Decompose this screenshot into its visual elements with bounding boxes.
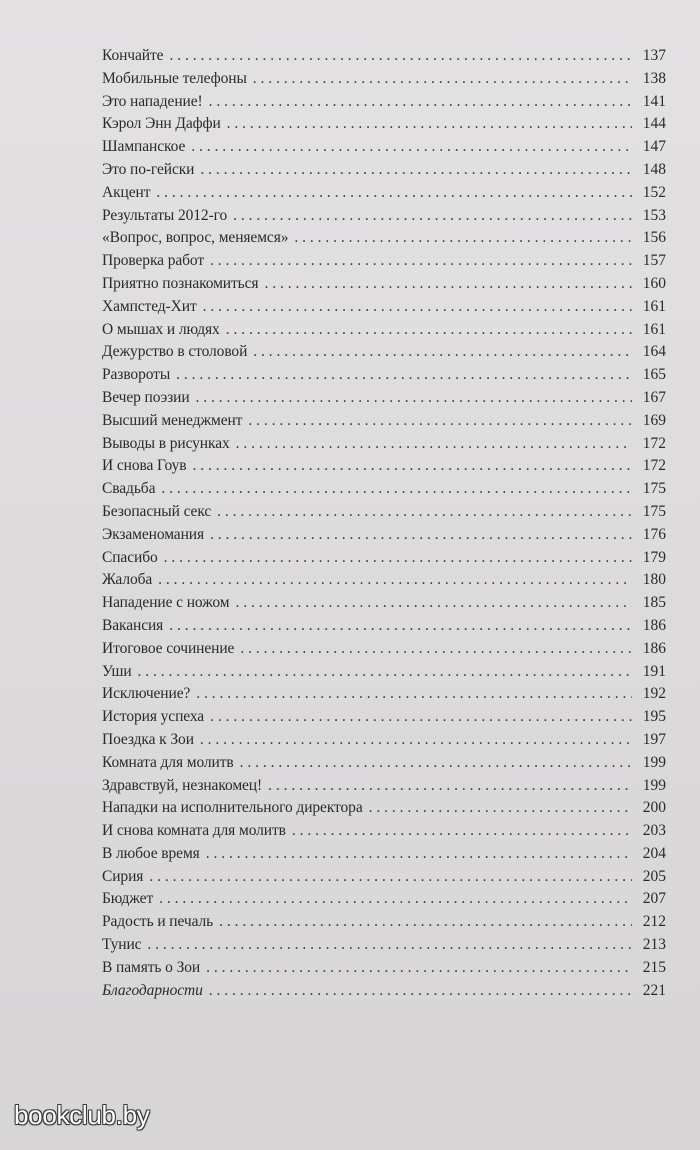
toc-entry-title: Жалоба xyxy=(102,571,153,589)
toc-entry xyxy=(102,661,666,684)
toc-entry-title: И снова комната для молитв xyxy=(102,822,286,840)
toc-entry xyxy=(102,113,666,136)
toc-entry xyxy=(102,547,666,570)
toc-entry-page-number: 207 xyxy=(642,890,666,908)
table-of-contents xyxy=(102,45,666,1002)
toc-entry xyxy=(102,433,666,456)
toc-entry xyxy=(102,159,666,182)
toc-entry-page-number: 197 xyxy=(642,730,666,748)
toc-entry-title: Шампанское xyxy=(102,138,186,156)
toc-entry-page-number: 199 xyxy=(642,776,666,794)
toc-entry-title: Проверка работ xyxy=(102,252,205,270)
toc-entry xyxy=(102,706,666,729)
toc-entry-page-number: 185 xyxy=(642,594,666,612)
toc-entry-title: Развороты xyxy=(102,366,171,384)
toc-entry-page-number: 153 xyxy=(642,206,666,224)
toc-entry-page-number: 167 xyxy=(642,388,666,406)
toc-entry xyxy=(102,638,666,661)
toc-entry xyxy=(102,45,666,68)
dot-leader xyxy=(248,410,632,433)
toc-entry-title: Нападки на исполнительного директора xyxy=(102,799,363,817)
toc-entry-title: Спасибо xyxy=(102,548,158,566)
toc-entry-title: Акцент xyxy=(102,183,151,201)
dot-leader xyxy=(369,797,632,820)
toc-entry-title: Кэрол Энн Даффи xyxy=(102,115,221,133)
dot-leader xyxy=(253,68,632,91)
dot-leader xyxy=(210,706,632,729)
toc-entry-page-number: 147 xyxy=(642,138,666,156)
toc-entry-page-number: 138 xyxy=(642,69,666,87)
dot-leader xyxy=(210,524,632,547)
toc-entry xyxy=(102,136,666,159)
toc-entry xyxy=(102,980,666,1003)
toc-entry-title: Уши xyxy=(102,662,132,680)
toc-entry-page-number: 156 xyxy=(642,229,666,247)
toc-entry xyxy=(102,182,666,205)
dot-leader xyxy=(158,569,632,592)
dot-leader xyxy=(219,911,632,934)
dot-leader xyxy=(193,455,633,478)
toc-entry xyxy=(102,91,666,114)
dot-leader xyxy=(206,957,632,980)
toc-entry-page-number: 180 xyxy=(642,571,666,589)
toc-entry-page-number: 172 xyxy=(642,457,666,475)
toc-entry-title: Тунис xyxy=(102,936,142,954)
toc-entry-title: Это по-гейски xyxy=(102,160,195,178)
toc-entry-page-number: 152 xyxy=(642,183,666,201)
toc-entry xyxy=(102,752,666,775)
toc-entry-title: Поездка к Зои xyxy=(102,730,194,748)
toc-entry-page-number: 192 xyxy=(642,685,666,703)
toc-entry-title: Нападение с ножом xyxy=(102,594,230,612)
toc-entry-page-number: 221 xyxy=(642,981,666,999)
toc-entry xyxy=(102,820,666,843)
toc-entry xyxy=(102,68,666,91)
toc-entry-title: Исключение? xyxy=(102,685,191,703)
toc-entry-page-number: 200 xyxy=(642,799,666,817)
toc-entry-page-number: 169 xyxy=(642,411,666,429)
dot-leader xyxy=(217,501,632,524)
toc-entry xyxy=(102,683,666,706)
toc-entry-title: Здравствуй, незнакомец! xyxy=(102,776,263,794)
toc-entry xyxy=(102,843,666,866)
toc-entry-page-number: 164 xyxy=(642,343,666,361)
dot-leader xyxy=(159,888,632,911)
toc-entry-title: Экзаменомания xyxy=(102,525,205,543)
toc-entry xyxy=(102,410,666,433)
dot-leader xyxy=(209,91,632,114)
dot-leader xyxy=(169,615,632,638)
toc-entry-title: Дежурство в столовой xyxy=(102,343,248,361)
toc-entry xyxy=(102,501,666,524)
toc-entry xyxy=(102,478,666,501)
toc-entry-page-number: 161 xyxy=(642,297,666,315)
dot-leader xyxy=(253,341,632,364)
toc-entry-title: История успеха xyxy=(102,708,205,726)
toc-entry-page-number: 212 xyxy=(642,913,666,931)
toc-entry-title: Бюджет xyxy=(102,890,154,908)
toc-entry-title: Хампстед-Хит xyxy=(102,297,197,315)
dot-leader xyxy=(164,547,632,570)
dot-leader xyxy=(161,478,632,501)
toc-entry xyxy=(102,273,666,296)
toc-entry xyxy=(102,296,666,319)
toc-entry xyxy=(102,341,666,364)
toc-entry-page-number: 205 xyxy=(642,867,666,885)
toc-entry-page-number: 172 xyxy=(642,434,666,452)
toc-entry xyxy=(102,911,666,934)
dot-leader xyxy=(147,934,632,957)
toc-entry xyxy=(102,455,666,478)
toc-entry xyxy=(102,319,666,342)
toc-entry xyxy=(102,797,666,820)
toc-entry-title: Свадьба xyxy=(102,480,156,498)
toc-entry-page-number: 160 xyxy=(642,274,666,292)
toc-entry-title: В любое время xyxy=(102,844,200,862)
dot-leader xyxy=(233,205,632,228)
toc-entry xyxy=(102,387,666,410)
toc-entry-page-number: 176 xyxy=(642,525,666,543)
toc-entry-page-number: 137 xyxy=(642,47,666,64)
dot-leader xyxy=(226,319,632,342)
toc-entry xyxy=(102,569,666,592)
dot-leader xyxy=(169,45,632,68)
toc-entry xyxy=(102,866,666,889)
dot-leader xyxy=(240,752,632,775)
dot-leader xyxy=(200,729,632,752)
toc-entry-page-number: 175 xyxy=(642,502,666,520)
dot-leader xyxy=(210,250,632,273)
dot-leader xyxy=(264,273,632,296)
dot-leader xyxy=(196,387,632,410)
toc-entry-title: Безопасный секс xyxy=(102,502,212,520)
toc-entry-page-number: 199 xyxy=(642,753,666,771)
toc-entry xyxy=(102,888,666,911)
toc-entry-title: Выводы в рисунках xyxy=(102,434,230,452)
toc-entry-page-number: 175 xyxy=(642,480,666,498)
toc-entry-page-number: 165 xyxy=(642,366,666,384)
toc-entry xyxy=(102,524,666,547)
toc-entry-title: Это нападение! xyxy=(102,92,203,110)
toc-entry xyxy=(102,615,666,638)
toc-entry-page-number: 144 xyxy=(642,115,666,133)
dot-leader xyxy=(227,113,632,136)
dot-leader xyxy=(138,661,632,684)
toc-entry-title: Результаты 2012-го xyxy=(102,206,228,224)
dot-leader xyxy=(206,843,632,866)
toc-entry-title: Вечер поэзии xyxy=(102,388,190,406)
toc-entry-page-number: 213 xyxy=(642,936,666,954)
toc-entry-title: В память о Зои xyxy=(102,958,201,976)
dot-leader xyxy=(203,296,632,319)
toc-entry-page-number: 186 xyxy=(642,639,666,657)
toc-entry xyxy=(102,205,666,228)
dot-leader xyxy=(156,182,632,205)
dot-leader xyxy=(235,592,632,615)
dot-leader xyxy=(209,980,632,1003)
dot-leader xyxy=(268,775,632,798)
dot-leader xyxy=(292,820,632,843)
toc-entry-page-number: 186 xyxy=(642,616,666,634)
dot-leader xyxy=(236,433,632,456)
toc-entry xyxy=(102,957,666,980)
toc-entry-title: И снова Гоув xyxy=(102,457,187,475)
toc-entry xyxy=(102,592,666,615)
toc-entry-page-number: 179 xyxy=(642,548,666,566)
toc-entry-title: О мышах и людях xyxy=(102,320,220,338)
toc-entry-title: Вакансия xyxy=(102,616,164,634)
toc-entry xyxy=(102,729,666,752)
toc-entry-title: Высший менеджмент xyxy=(102,411,243,429)
toc-entry xyxy=(102,250,666,273)
dot-leader xyxy=(149,866,632,889)
toc-entry-page-number: 141 xyxy=(642,92,666,110)
toc-entry-page-number: 204 xyxy=(642,844,666,862)
site-watermark: bookclub.by xyxy=(14,1100,150,1130)
toc-entry-title: «Вопрос, вопрос, меняемся» xyxy=(102,229,289,247)
toc-entry-title: Комната для молитв xyxy=(102,753,234,771)
dot-leader xyxy=(240,638,632,661)
toc-entry-page-number: 148 xyxy=(642,160,666,178)
dot-leader xyxy=(191,136,632,159)
toc-entry-title: Кончайте xyxy=(102,47,164,64)
dot-leader xyxy=(196,683,632,706)
toc-entry-page-number: 215 xyxy=(642,958,666,976)
toc-entry-title: Сирия xyxy=(102,867,144,885)
toc-entry xyxy=(102,227,666,250)
toc-entry-title: Благодарности xyxy=(102,981,203,999)
toc-entry-page-number: 157 xyxy=(642,252,666,270)
toc-entry-page-number: 191 xyxy=(642,662,666,680)
dot-leader xyxy=(200,159,632,182)
toc-entry xyxy=(102,775,666,798)
toc-entry-page-number: 203 xyxy=(642,822,666,840)
toc-entry-page-number: 195 xyxy=(642,708,666,726)
toc-entry-title: Мобильные телефоны xyxy=(102,69,247,87)
toc-entry-title: Приятно познакомиться xyxy=(102,274,259,292)
toc-entry xyxy=(102,934,666,957)
toc-entry-title: Радость и печаль xyxy=(102,913,214,931)
toc-entry xyxy=(102,364,666,387)
dot-leader xyxy=(176,364,632,387)
toc-entry-title: Итоговое сочинение xyxy=(102,639,235,657)
toc-entry-page-number: 161 xyxy=(642,320,666,338)
dot-leader xyxy=(294,227,632,250)
